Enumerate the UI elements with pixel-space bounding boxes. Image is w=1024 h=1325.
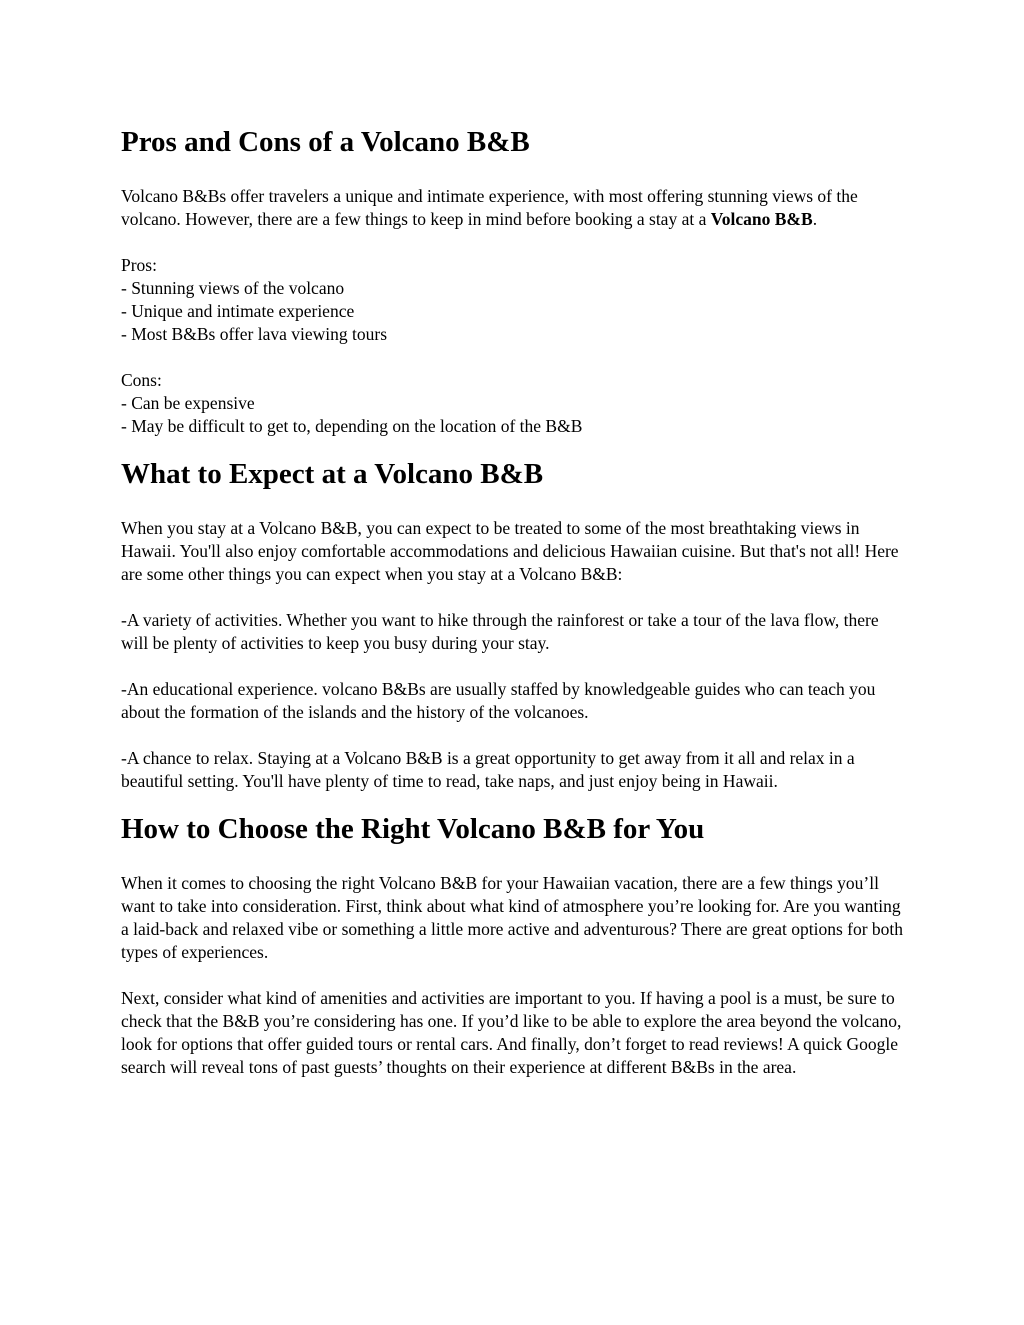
cons-label: Cons: (121, 370, 162, 390)
paragraph: -A chance to relax. Staying at a Volcano B&B is a great opportunity to get away from it all and relax in a beautiful setting. You'll have plenty of time to read, take naps, and just enjoy being in Hawaii. (121, 748, 855, 791)
pros-item: - Unique and intimate experience (121, 301, 355, 321)
paragraph: -An educational experience. volcano B&Bs are usually staffed by knowledgeable guides who can teach you about the formation of the islands and the history of the volcanoes. (121, 679, 876, 722)
intro-text: Volcano B&Bs offer travelers a unique and intimate experience, with most offering stunning views of the volcano. However, there are a few things to keep in mind before booking a stay at a (121, 186, 858, 229)
pros-label: Pros: (121, 255, 157, 275)
cons-item: - Can be expensive (121, 393, 255, 413)
section-heading-what-to-expect: What to Expect at a Volcano B&B (121, 458, 544, 490)
pros-item: - Most B&Bs offer lava viewing tours (121, 324, 388, 344)
paragraph: -A variety of activities. Whether you want to hike through the rainforest or take a tour of the lava flow, there will be plenty of activities to keep you busy during your stay. (121, 610, 879, 653)
cons-item: - May be difficult to get to, depending on the location of the B&B (121, 416, 583, 436)
pros-item: - Stunning views of the volcano (121, 278, 345, 298)
pros-list (121, 254, 906, 346)
paragraph: Next, consider what kind of amenities and activities are important to you. If having a pool is a must, be sure to check that the B&B you’re considering has one. If you’d like to be able to explore the area beyond the volcano, look for options that offer guided tours or rental cars. And finally, don’t forget to read reviews! A quick Google search will reveal tons of past guests’ thoughts on their experience at different B&Bs in the area. (121, 988, 902, 1077)
section-heading-how-to-choose: How to Choose the Right Volcano B&B for You (121, 813, 705, 845)
document-page (121, 96, 906, 1079)
pros-cons-intro (121, 185, 906, 231)
intro-end: . (812, 209, 818, 229)
paragraph: When you stay at a Volcano B&B, you can expect to be treated to some of the most breathtaking views in Hawaii. You'll also enjoy comfortable accommodations and delicious Hawaiian cuisine. But that's not all! Here are some other things you can expect when you stay at a Volcano B&B: (121, 518, 899, 584)
section-heading-pros-cons: Pros and Cons of a Volcano B&B (121, 126, 530, 158)
paragraph: When it comes to choosing the right Volcano B&B for your Hawaiian vacation, there are a few things you’ll want to take into consideration. First, think about what kind of atmosphere you’re looking for. Are you wanting a laid-back and relaxed vibe or something a little more active and adventurous? There are great options for both types of experiences. (121, 873, 904, 962)
intro-bold-term: Volcano B&B (710, 209, 813, 229)
cons-list (121, 369, 906, 438)
